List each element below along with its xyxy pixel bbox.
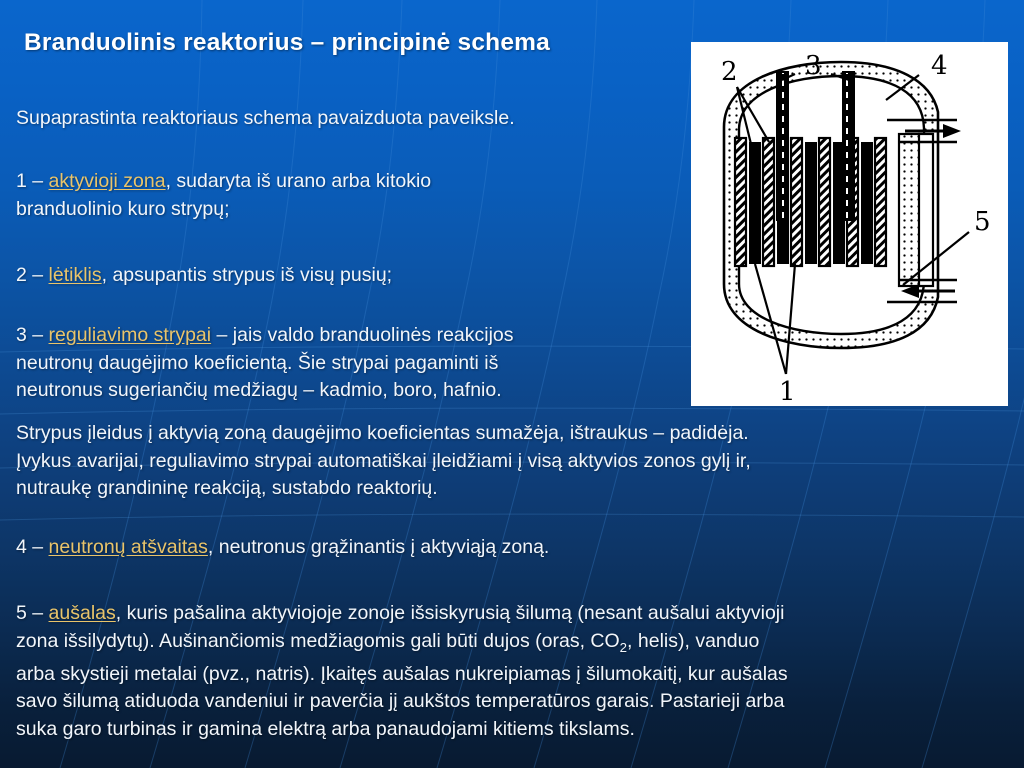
item-3-term: reguliavimo strypai: [48, 324, 212, 346]
label-3: 3: [805, 51, 822, 81]
item-4-rest: , neutronus grąžinantis į aktyviąją zoną.: [207, 536, 550, 558]
label-1: 1: [779, 377, 796, 406]
reactor-diagram-svg: [691, 42, 1008, 406]
item-3-line-2: neutronų daugėjimo koeficientą. Šie strypai pagaminti iš: [16, 351, 499, 374]
reactor-diagram-panel: [691, 42, 1008, 406]
p3b-line-1: Strypus įleidus į aktyvią zoną daugėjimo koeficientas sumažėja, ištraukus – padidėja.: [16, 422, 749, 444]
item-1-term: aktyvioji zona: [48, 170, 166, 192]
item-3-line-1: [16, 322, 688, 350]
item-4-number: 4 –: [16, 536, 49, 558]
item-2-term: lėtiklis: [48, 264, 102, 286]
coolant-duct: [899, 134, 933, 286]
item-2-line-1: [16, 262, 676, 290]
item-5-rest: , kuris pašalina aktyviojoje zonoje išsiskyrusią šilumą (nesant aušalui aktyvioji: [115, 602, 785, 624]
item-4-term: neutronų atšvaitas: [48, 536, 208, 558]
paragraph-item-4: [16, 534, 1024, 562]
item-5-term: aušalas: [48, 602, 116, 624]
item-5-line-2-head: zona išsilydytų). Aušinančiomis medžiagomis gali būti dujos (oras, CO: [16, 629, 620, 652]
item-5-line-1: [16, 600, 1024, 628]
item-5-line-2-tail: , helis), vanduo: [627, 629, 760, 652]
item-2-rest: , apsupantis strypus iš visų pusių;: [101, 264, 393, 286]
item-1-line-1: [16, 168, 676, 196]
item-3-line-3: neutronus sugeriančių medžiagų – kadmio, boro, hafnio.: [16, 379, 502, 401]
item-4-line-1: [16, 534, 1024, 562]
page-title: Branduolinis reaktorius – principinė schema: [24, 29, 550, 56]
item-1-rest: , sudaryta iš urano arba kitokio: [165, 170, 432, 192]
item-5-number: 5 –: [16, 602, 49, 624]
label-4: 4: [931, 51, 948, 81]
p3b-line-2: Įvykus avarijai, reguliavimo strypai automatiškai įleidžiami į visą aktyvios zonos gylį ir,: [16, 449, 751, 472]
intro-text: Supaprastinta reaktoriaus schema pavaizduota paveiksle.: [16, 107, 515, 129]
co2-subscript: 2: [619, 639, 628, 655]
label-2: 2: [721, 57, 738, 87]
p3b-line-3: nutraukę grandininę reakciją, sustabdo reaktorių.: [16, 477, 438, 499]
item-3-rest: – jais valdo branduolinės reakcijos: [211, 324, 514, 346]
paragraph-intro: [16, 105, 676, 133]
paragraph-item-2: [16, 262, 676, 290]
label-5: 5: [974, 207, 991, 237]
paragraph-item-3: [16, 322, 688, 405]
item-3-number: 3 –: [16, 324, 49, 346]
reactor-core: [735, 138, 886, 266]
item-1-line-2: branduolinio kuro strypų;: [16, 197, 230, 220]
item-5-line-4: savo šilumą atiduoda vandeniui ir paverčia jį aukštos temperatūros garais. Pastarieji arba: [16, 690, 785, 713]
paragraph-item-1: [16, 168, 676, 223]
item-1-number: 1 –: [16, 170, 49, 192]
paragraph-item-5: [16, 600, 1024, 743]
item-5-line-3: arba skystieji metalai (pvz., natris). Įkaitęs aušalas nukreipiamas į šilumokaitį, kur aušalas: [16, 662, 788, 685]
item-5-line-2: [16, 628, 1024, 661]
paragraph-item-3-continued: [16, 420, 1024, 503]
item-5-line-5: suka garo turbinas ir gamina elektrą arba panaudojami kitiems tikslams.: [16, 717, 635, 740]
item-2-number: 2 –: [16, 264, 49, 286]
